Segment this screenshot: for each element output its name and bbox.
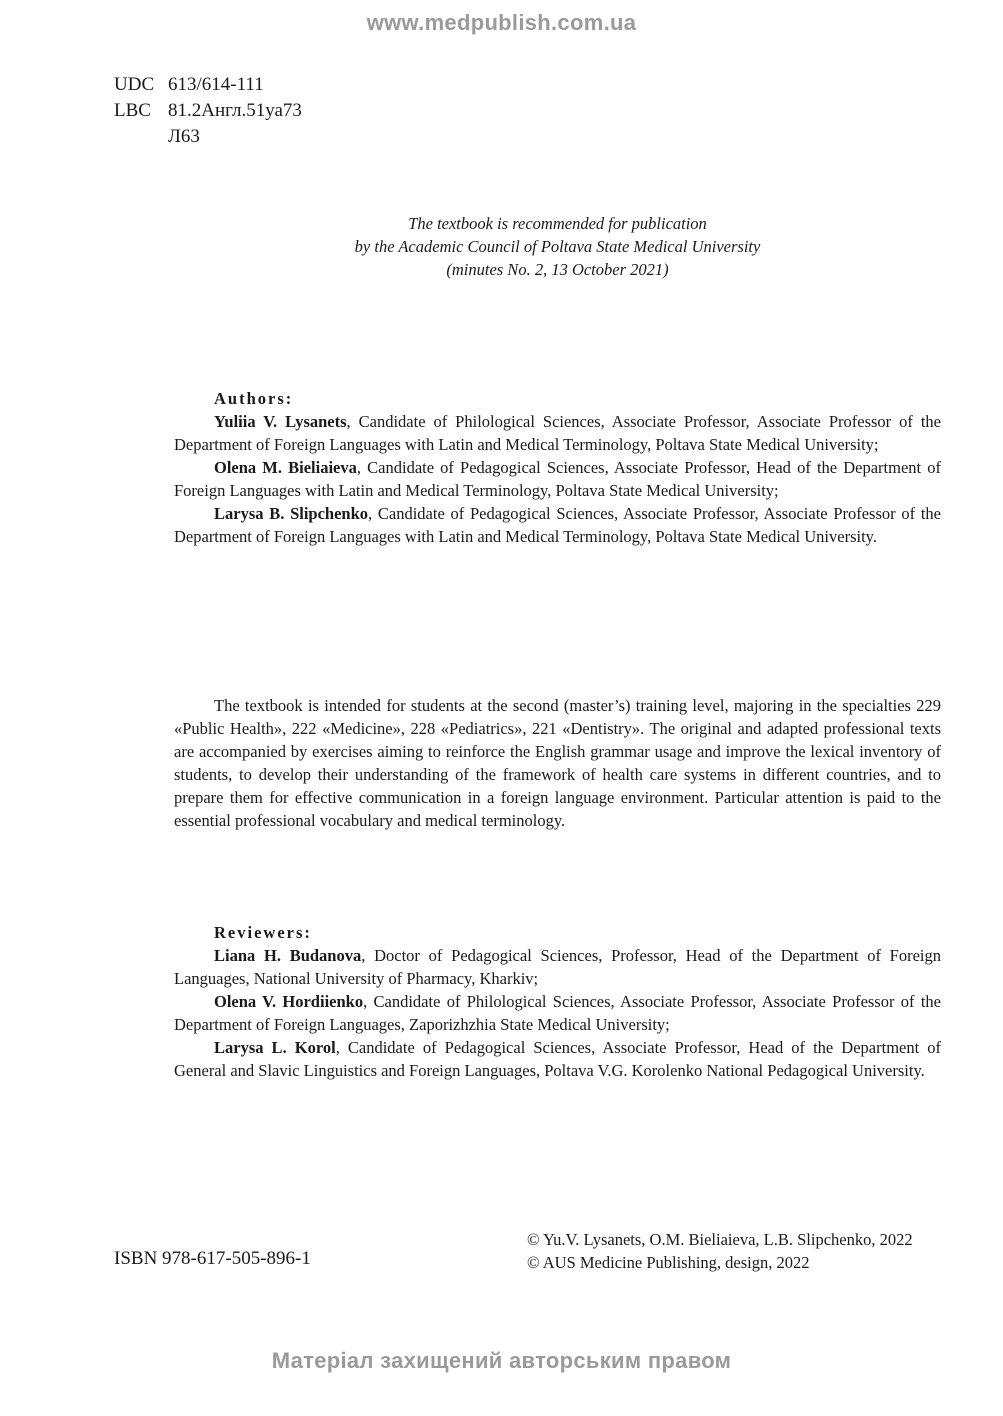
author-name: Larysa B. Slipchenko — [214, 504, 369, 523]
isbn: ISBN 978-617-505-896-1 — [114, 1248, 311, 1269]
author-description: , Candidate of Philological Sciences, Associate Professor, Associate Professor of the Department of Foreign Languages with Latin and Medical Terminology, Poltava State Medical University; — [174, 412, 941, 454]
watermark-url: www.medpublish.com.ua — [366, 10, 637, 35]
recommendation-line-1: The textbook is recommended for publication — [408, 214, 707, 233]
watermark-copyright-notice: Матеріал захищений авторським правом — [271, 1348, 732, 1373]
reviewer-entry — [174, 990, 941, 1036]
authors-section — [174, 387, 941, 548]
author-name: Olena M. Bieliaieva — [214, 458, 357, 477]
reviewer-entry — [174, 944, 941, 990]
udc-label: UDC — [114, 74, 155, 95]
lbc-label: LBC — [114, 100, 151, 121]
recommendation-line-3: (minutes No. 2, 13 October 2021) — [446, 260, 669, 279]
udc-value: 613/614-111 — [168, 74, 264, 95]
author-mark: Л63 — [168, 126, 200, 147]
reviewer-entry — [174, 1036, 941, 1082]
reviewers-heading: Reviewers: — [214, 923, 312, 942]
reviewer-name: Larysa L. Korol — [214, 1038, 336, 1057]
author-name: Yuliia V. Lysanets — [214, 412, 347, 431]
recommendation-line-2: by the Academic Council of Poltava State Medical University — [354, 237, 761, 256]
author-entry — [174, 502, 941, 548]
abstract-section — [174, 694, 941, 832]
copyright-publisher: © AUS Medicine Publishing, design, 2022 — [527, 1253, 810, 1272]
authors-heading: Authors: — [214, 389, 294, 408]
recommendation-note — [300, 212, 815, 281]
classification-block — [114, 72, 302, 150]
reviewer-description: , Candidate of Pedagogical Sciences, Associate Professor, Head of the Department of General and Slavic Linguistics and Foreign Languages, Poltava V.G. Korolenko National Pedagogical University. — [174, 1038, 942, 1080]
lbc-value: 81.2Англ.51уа73 — [168, 100, 302, 121]
reviewer-name: Liana H. Budanova — [214, 946, 362, 965]
author-description: , Candidate of Pedagogical Sciences, Associate Professor, Head of the Department of Foreign Languages with Latin and Medical Terminology, Poltava State Medical University; — [174, 458, 942, 500]
author-description: , Candidate of Pedagogical Sciences, Associate Professor, Associate Professor of the Department of Foreign Languages with Latin and Medical Terminology, Poltava State Medical University. — [174, 504, 941, 546]
author-entry — [174, 410, 941, 456]
udc-row — [114, 72, 302, 98]
reviewer-description: , Candidate of Philological Sciences, Associate Professor, Associate Professor of the Department of Foreign Languages, Zaporizhzhia State Medical University; — [174, 992, 941, 1034]
author-entry — [174, 456, 941, 502]
lbc-row — [114, 98, 302, 124]
reviewer-description: , Doctor of Pedagogical Sciences, Professor, Head of the Department of Foreign Languages, National University of Pharmacy, Kharkiv; — [174, 946, 942, 988]
abstract-text: The textbook is intended for students at the second (master’s) training level, majoring in the specialties 229 «Public Health», 222 «Medicine», 228 «Pediatrics», 221 «Dentistry». The original and adapted professional texts are accompanied by exercises aiming to reinforce the English grammar usage and improve the lexical inventory of students, to develop their understanding of the framework of health care systems in different countries, and to prepare them for effective communication in a foreign language environment. Particular attention is paid to the essential professional vocabulary and medical terminology. — [174, 696, 941, 830]
copyright-authors: © Yu.V. Lysanets, O.M. Bieliaieva, L.B. Slipchenko, 2022 — [527, 1230, 913, 1249]
copyright-block — [527, 1228, 941, 1274]
reviewer-name: Olena V. Hordiienko — [214, 992, 364, 1011]
reviewers-section — [174, 921, 941, 1082]
